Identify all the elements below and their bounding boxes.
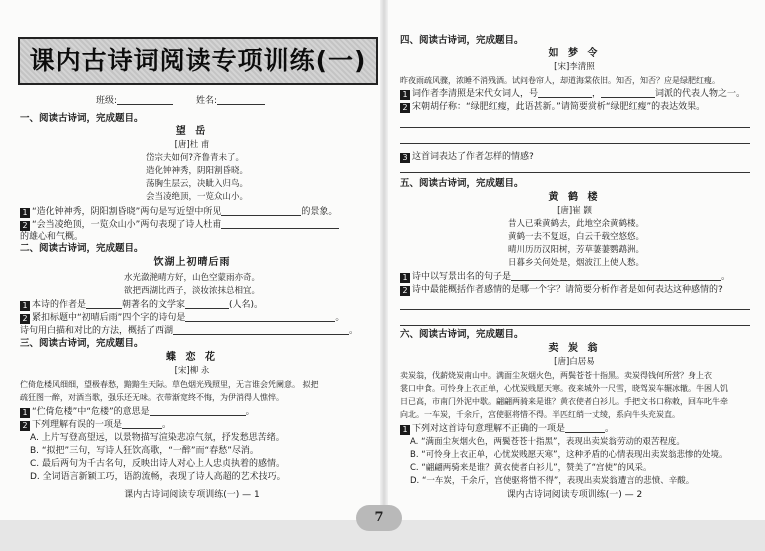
- section-4-heading: 四、阅读古诗词，完成题目。: [400, 35, 524, 46]
- question-3-1: 1 “伫倚危楼”中“危楼”的意思是 。: [20, 406, 255, 418]
- question-number-1: 1: [20, 408, 30, 418]
- answer-blank[interactable]: [565, 423, 605, 433]
- poem-3-author: [宋]柳 永: [174, 366, 210, 376]
- question-4-1: 1 词作者李清照是宋代女词人，号 ， 词派的代表人物之一。: [400, 88, 745, 100]
- poem-2-title: 饮湖上初晴后雨: [153, 257, 231, 268]
- answer-blank[interactable]: [86, 299, 122, 309]
- name-field: [196, 95, 265, 107]
- answer-line[interactable]: [400, 127, 750, 128]
- question-number-1: 1: [400, 273, 410, 283]
- page-number-badge: 7: [356, 505, 402, 531]
- poem-1-line: 会当凌绝顶，一览众山小。: [146, 192, 249, 202]
- section-3-heading: 三、阅读古诗词，完成题目。: [20, 338, 144, 349]
- option-c: C. 最后两句为千古名句，反映出诗人对心上人忠贞执着的感情。: [30, 459, 286, 469]
- poem-3-line: 疏狂图一醉，对酒当歌，强乐还无味。衣带渐宽终不悔，为伊消得人憔悴。: [20, 393, 284, 402]
- right-page: [384, 0, 765, 520]
- poem-6-line: 向北。一车炭，千余斤，宫使驱将惜不得。半匹红绡一丈绫，系向牛头充炭直。: [400, 410, 680, 419]
- question-4-2: 2 宋朝胡仔称：“绿肥红瘦，此语甚新。”请简要赏析“绿肥红瘦”的表达效果。: [400, 101, 705, 113]
- poem-3-title: 蝶 恋 花: [166, 352, 218, 363]
- question-2-2: 2 紧扣标题中“初晴后雨”四个字的诗句是 。: [20, 312, 344, 324]
- poem-1-author: [唐]杜 甫: [174, 140, 210, 150]
- question-number-3: 3: [400, 153, 410, 163]
- question-1-2-tail: 的雄心和气概。: [20, 232, 84, 242]
- section-5-heading: 五、阅读古诗词，完成题目。: [400, 178, 524, 189]
- question-4-3: 3 这首词表达了作者怎样的情感?: [400, 151, 534, 163]
- question-5-1: 1 诗中以写景出名的句子是 。: [400, 271, 730, 283]
- answer-blank[interactable]: [511, 271, 721, 281]
- question-6-1: 1 下列对这首诗句意理解不正确的一项是 。: [400, 423, 614, 435]
- name-label: 姓名:: [196, 96, 218, 106]
- poem-5-title: 黄 鹤 楼: [548, 192, 601, 203]
- option-b: B. “拟把”三句，写诗人狂饮高歌，“一醉”而“春愁”尽消。: [30, 446, 259, 456]
- question-5-2: 2 诗中最能概括作者感情的是哪一个字？请简要分析作者是如何表达这种感情的?: [400, 284, 723, 296]
- question-number-2: 2: [20, 314, 30, 324]
- poem-5-author: [唐]崔 颢: [557, 206, 592, 216]
- answer-blank[interactable]: [221, 219, 339, 229]
- poem-1-line: 荡胸生层云，决眦入归鸟。: [146, 179, 249, 189]
- question-number-1: 1: [400, 90, 410, 100]
- answer-blank[interactable]: [538, 88, 592, 98]
- question-1-1: 1 “造化钟神秀，阴阳割昏晓”两句是写近望中所见 的景象。: [20, 206, 337, 218]
- class-blank[interactable]: [117, 95, 173, 105]
- question-1-2: 2 “会当凌绝顶，一览众山小”两句表现了诗人杜甫: [20, 219, 339, 231]
- section-1-heading: 一、阅读古诗词，完成题目。: [20, 113, 144, 124]
- poem-3-line: 伫倚危楼风细细，望极春愁，黯黯生天际。草色烟光残照里，无言谁会凭阑意。 拟把: [20, 380, 319, 389]
- answer-blank[interactable]: [150, 406, 246, 416]
- poem-2-line: 水光潋滟晴方好，山色空蒙雨亦奇。: [123, 273, 260, 283]
- poem-5-line: 晴川历历汉阳树，芳草萋萋鹦鹉洲。: [508, 245, 645, 255]
- option-c: C. “翩翩两骑来是谁？黄衣使者白衫儿”，赞美了“宫使”的风采。: [410, 463, 652, 473]
- answer-blank[interactable]: [221, 206, 301, 216]
- poem-2-line: 欲把西湖比西子，淡妆浓抹总相宜。: [123, 286, 260, 296]
- answer-blank[interactable]: [185, 299, 229, 309]
- option-a: A. “满面尘灰烟火色，两鬓苍苍十指黑”，表现出卖炭翁劳动的艰苦程度。: [410, 437, 685, 447]
- poem-4-author: [宋]李清照: [554, 62, 595, 72]
- answer-blank[interactable]: [601, 88, 655, 98]
- poem-6-author: [唐]白居易: [554, 357, 595, 367]
- page-footer: 课内古诗词阅读专项训练(一) — 1: [124, 490, 260, 500]
- class-label: 班级:: [96, 96, 118, 106]
- answer-blank[interactable]: [122, 419, 162, 429]
- question-number-1: 1: [20, 301, 30, 311]
- name-blank[interactable]: [217, 95, 265, 105]
- question-2-1: 1 本诗的作者是 朝著名的文学家 (人名)。: [20, 299, 263, 311]
- poem-5-line: 日暮乡关何处是，烟波江上使人愁。: [508, 258, 645, 268]
- poem-4-text: 昨夜雨疏风骤，浓睡不消残酒。试问卷帘人，却道海棠依旧。知否，知否？应是绿肥红瘦。: [400, 76, 720, 85]
- answer-line[interactable]: [400, 309, 750, 310]
- page-footer: 课内古诗词阅读专项训练(一) — 2: [506, 490, 643, 500]
- answer-blank[interactable]: [185, 312, 335, 322]
- poem-5-line: 黄鹤一去不复返，白云千载空悠悠。: [508, 232, 645, 242]
- section-2-heading: 二、阅读古诗词，完成题目。: [20, 243, 144, 254]
- poem-1-line: 造化钟神秀，阴阳割昏晓。: [146, 166, 249, 176]
- poem-1-line: 岱宗夫如何?齐鲁青未了。: [146, 153, 245, 163]
- option-d: D. 全词语言新颖工巧，语韵流畅，表现了诗人高超的艺术技巧。: [30, 472, 286, 482]
- worksheet-title: 课内古诗词阅读专项训练(一): [18, 37, 378, 85]
- poem-5-line: 昔人已乘黄鹤去，此地空余黄鹤楼。: [508, 219, 645, 229]
- question-number-2: 2: [20, 221, 30, 231]
- left-page: [0, 0, 384, 520]
- poem-6-line: 卖炭翁，伐薪烧炭南山中。满面尘灰烟火色，两鬓苍苍十指黑。卖炭得钱何所营？身上衣: [400, 371, 712, 380]
- question-3-2: 2 下列理解有误的一项是 。: [20, 419, 171, 431]
- question-number-1: 1: [400, 425, 410, 435]
- question-number-2: 2: [20, 421, 30, 431]
- option-a: A. 上片写登高望远，以景物描写渲染悲凉气氛，抒发愁思苦绪。: [30, 433, 285, 443]
- option-d: D. “一车炭，千余斤，宫使驱将惜不得”，表现出卖炭翁遭言的悲愤、辛酸。: [410, 476, 695, 486]
- poem-6-title: 卖 炭 翁: [548, 343, 601, 354]
- poem-4-title: 如 梦 令: [548, 48, 601, 59]
- answer-blank[interactable]: [173, 325, 349, 335]
- section-6-heading: 六、阅读古诗词，完成题目。: [400, 329, 524, 340]
- question-number-2: 2: [400, 103, 410, 113]
- poem-6-line: 裳口中食。可怜身上衣正单，心忧炭贱愿天寒。夜来城外一尺雪，晓驾炭车辗冰辙。牛困人饥: [400, 384, 728, 393]
- answer-line[interactable]: [400, 325, 750, 326]
- option-b: B. “可怜身上衣正单，心忧炭贱愿天寒”，这种矛盾的心情表现出卖炭翁悲惨的处境。: [410, 450, 728, 460]
- answer-line[interactable]: [400, 172, 750, 173]
- answer-line[interactable]: [400, 143, 750, 144]
- question-number-2: 2: [400, 286, 410, 296]
- question-number-1: 1: [20, 208, 30, 218]
- poem-6-line: 日已高，市南门外泥中歇。翩翩两骑来是谁？黄衣使者白衫儿。手把文书口称敕，回车叱牛牵: [400, 397, 728, 406]
- question-2-2-line2: 诗句用白描和对比的方法，概括了西湖 。: [20, 326, 359, 336]
- poem-1-title: 望 岳: [175, 126, 209, 137]
- class-field: [96, 95, 173, 107]
